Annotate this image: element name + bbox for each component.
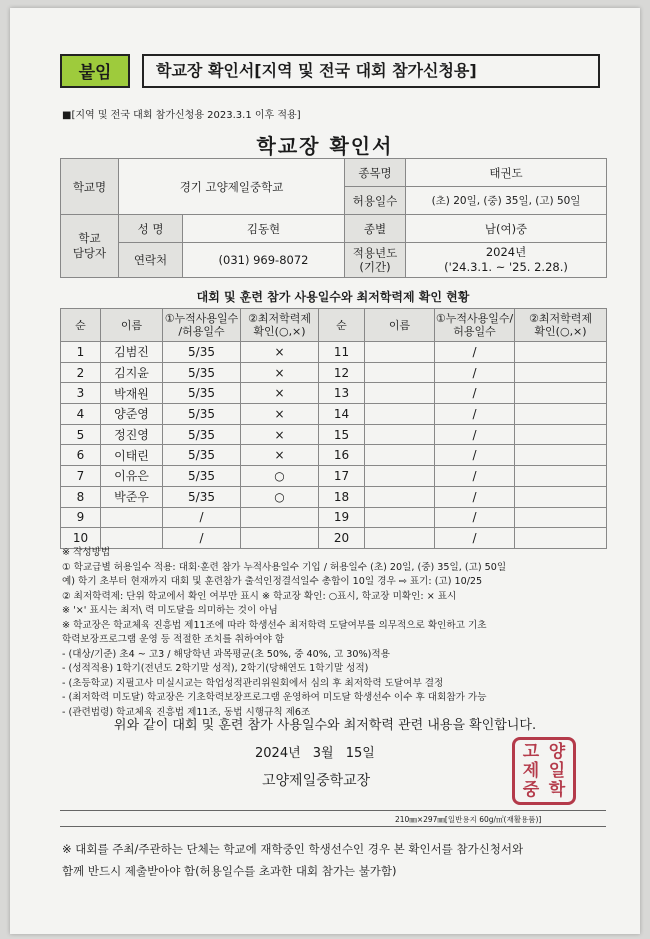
note-line: - (최저학력 미도달) 학교장은 기초학력보장프로그램 운영하여 미도달 학생선수 이수 후 대회참가 가능 (62, 692, 487, 703)
min-achievement-check (241, 507, 319, 528)
category-label: 종별 (345, 215, 406, 243)
attachment-badge: 붙임 (60, 54, 130, 88)
seal-char: 고 (522, 742, 540, 763)
cumulative-days: 5/35 (163, 445, 241, 466)
cumulative-days: / (163, 528, 241, 549)
row-no: 20 (319, 528, 365, 549)
allowed-days-label: 허용일수 (345, 187, 406, 215)
col-days-2: ①누적사용일수/ 허용일수 (435, 309, 515, 342)
table-row (61, 404, 607, 425)
col-name-2: 이름 (365, 309, 435, 342)
min-achievement-check: × (241, 362, 319, 383)
note-line: 예) 학기 초부터 현재까지 대회 및 훈련참가 출석인정결석일수 총합이 10일 경우 ⇨ 표기: (고) 10/25 (62, 576, 483, 587)
year-value: 2024년 (485, 245, 527, 259)
cumulative-days: / (435, 507, 515, 528)
min-achievement-check: × (241, 424, 319, 445)
student-name: 박재원 (101, 383, 163, 404)
student-name: 이태린 (101, 445, 163, 466)
row-no: 8 (61, 486, 101, 507)
min-achievement-check: × (241, 445, 319, 466)
row-no: 9 (61, 507, 101, 528)
min-achievement-check: ○ (241, 486, 319, 507)
cumulative-days: 5/35 (163, 466, 241, 487)
student-name (365, 383, 435, 404)
category-value: 남(여)중 (406, 215, 607, 243)
student-name: 이유은 (101, 466, 163, 487)
school-name-label: 학교명 (61, 159, 119, 215)
student-name (365, 424, 435, 445)
divider (60, 826, 606, 827)
table-header-row (61, 309, 607, 342)
manager-label: 학교 담당자 (61, 215, 119, 278)
note-line: - (초등학교) 지필고사 미실시교는 학업성적관리위원회에서 심의 후 최저학력 도달여부 결정 (62, 677, 444, 689)
seal-char: 학 (548, 779, 566, 800)
cumulative-days: / (435, 445, 515, 466)
min-achievement-check (515, 445, 607, 466)
seal-char: 일 (548, 760, 566, 781)
year-label: 적용년도 (기간) (345, 243, 406, 278)
min-achievement-check: × (241, 404, 319, 425)
period-value: ('24.3.1. ~ '25. 2.28.) (444, 260, 568, 274)
min-achievement-check: × (241, 342, 319, 363)
table-row (61, 486, 607, 507)
confirmation-statement: 위와 같이 대회 및 훈련 참가 사용일수와 최저학력 관련 내용을 확인합니다. (113, 718, 537, 733)
sport-label: 종목명 (345, 159, 406, 187)
note-line: ① 학교급별 허용일수 적용: 대회·훈련 참가 누적사용일수 기입 / 허용일수 (초) 20일, (중) 35일, (고) 50일 (62, 561, 507, 573)
cumulative-days: 5/35 (163, 362, 241, 383)
table-row (61, 424, 607, 445)
instructions (62, 546, 622, 720)
row-no: 12 (319, 362, 365, 383)
note-line: ② 최저학력제: 단위 학교에서 확인 여부만 표시 ※ 학교장 확인: ○표시, 학교장 미확인: × 표시 (62, 590, 457, 602)
seal-char: 양 (548, 742, 566, 763)
manager-name-value: 김동현 (183, 215, 345, 243)
table-row (61, 507, 607, 528)
signing-date: 2024년 3월 15일 (255, 746, 375, 761)
table-row (61, 362, 607, 383)
row-no: 15 (319, 424, 365, 445)
student-name: 박준우 (101, 486, 163, 507)
footer-line: ※ 대회를 주최/주관하는 단체는 학교에 재학중인 학생선수인 경우 본 확인서를 참가신청서와 (62, 842, 524, 856)
footer-line: 함께 반드시 제출받아야 함(허용일수를 초과한 대회 참가는 불가함) (62, 864, 397, 878)
cumulative-days: 5/35 (163, 486, 241, 507)
row-no: 17 (319, 466, 365, 487)
row-no: 5 (61, 424, 101, 445)
cumulative-days: 5/35 (163, 342, 241, 363)
student-name: 김지윤 (101, 362, 163, 383)
min-achievement-check (515, 486, 607, 507)
student-name (365, 507, 435, 528)
row-no: 1 (61, 342, 101, 363)
student-name (365, 342, 435, 363)
note-line: - (대상/기준) 초4 ~ 고3 / 해당학년 과목평균(초 50%, 중 40%, 고 30%)적용 (62, 648, 390, 660)
min-achievement-check (515, 342, 607, 363)
applicability-note: ■[지역 및 전국 대회 참가신청용 2023.3.1 이후 적용] (62, 110, 301, 121)
student-name (365, 404, 435, 425)
cumulative-days: / (435, 528, 515, 549)
seal-char: 제 (522, 760, 540, 781)
cumulative-days: / (435, 466, 515, 487)
cumulative-days: / (435, 424, 515, 445)
note-line: 학력보장프로그램 운영 등 적절한 조치를 취하여야 함 (62, 634, 285, 645)
note-line: - (성적적용) 1학기(전년도 2학기말 성적), 2학기(당해연도 1학기말 성적) (62, 663, 369, 674)
student-name (365, 362, 435, 383)
cumulative-days: 5/35 (163, 404, 241, 425)
note-line: - (관련법령) 학교체육 진흥법 제11조, 동법 시행규칙 제6조 (62, 706, 311, 718)
min-achievement-check: ○ (241, 466, 319, 487)
col-no-2: 순 (319, 309, 365, 342)
contact-value: (031) 969-8072 (183, 243, 345, 278)
footer-notice (62, 838, 622, 882)
row-no: 14 (319, 404, 365, 425)
row-no: 6 (61, 445, 101, 466)
attachment-title: 학교장 확인서[지역 및 전국 대회 참가신청용] (142, 54, 600, 88)
seal-char: 중 (522, 779, 540, 800)
student-name: 김범진 (101, 342, 163, 363)
student-name: 정진영 (101, 424, 163, 445)
min-achievement-check (515, 404, 607, 425)
sport-value: 태권도 (406, 159, 607, 187)
cumulative-days: / (435, 362, 515, 383)
row-no: 7 (61, 466, 101, 487)
note-line: ※ 학교장은 학교체육 진흥법 제11조에 따라 학생선수 최저학력 도달여부를 의무적으로 확인하고 기초 (62, 619, 487, 631)
official-seal (512, 737, 576, 805)
row-no: 18 (319, 486, 365, 507)
row-no: 3 (61, 383, 101, 404)
row-no: 2 (61, 362, 101, 383)
principal-signature: 고양제일중학교장 (262, 773, 371, 789)
col-check: ②최저학력제 확인(○,×) (241, 309, 319, 342)
school-name-value: 경기 고양제일중학교 (119, 159, 345, 215)
student-name: 양준영 (101, 404, 163, 425)
section-title: 대회 및 훈련 참가 사용일수와 최저학력제 확인 현황 (196, 290, 470, 304)
row-no: 13 (319, 383, 365, 404)
col-days: ①누적사용일수 /허용일수 (163, 309, 241, 342)
row-no: 10 (61, 528, 101, 549)
cumulative-days: 5/35 (163, 424, 241, 445)
school-info-table (60, 158, 607, 278)
contact-label: 연락처 (119, 243, 183, 278)
col-no: 순 (61, 309, 101, 342)
participation-table (60, 308, 607, 549)
col-check-2: ②최저학력제 확인(○,×) (515, 309, 607, 342)
table-row (61, 383, 607, 404)
divider (60, 810, 606, 811)
col-name: 이름 (101, 309, 163, 342)
note-line: ※ 작성방법 (62, 547, 111, 558)
min-achievement-check (515, 507, 607, 528)
student-name (365, 486, 435, 507)
row-no: 11 (319, 342, 365, 363)
min-achievement-check (515, 466, 607, 487)
year-cell (406, 243, 607, 278)
cumulative-days: / (435, 486, 515, 507)
row-no: 16 (319, 445, 365, 466)
document-title: 학교장 확인서 (256, 134, 394, 158)
cumulative-days: / (435, 404, 515, 425)
cumulative-days: 5/35 (163, 383, 241, 404)
row-no: 4 (61, 404, 101, 425)
manager-name-label: 성 명 (119, 215, 183, 243)
cumulative-days: / (435, 383, 515, 404)
allowed-days-value: (초) 20일, (중) 35일, (고) 50일 (406, 187, 607, 215)
student-name (365, 445, 435, 466)
min-achievement-check (515, 383, 607, 404)
min-achievement-check (515, 424, 607, 445)
student-name (365, 466, 435, 487)
student-name (101, 507, 163, 528)
row-no: 19 (319, 507, 365, 528)
table-row (61, 342, 607, 363)
table-row (61, 445, 607, 466)
min-achievement-check: × (241, 383, 319, 404)
cumulative-days: / (163, 507, 241, 528)
cumulative-days: / (435, 342, 515, 363)
table-row (61, 466, 607, 487)
note-line: ※ '×' 표시는 최저\ 력 미도달을 의미하는 것이 아님 (62, 605, 278, 616)
paper-spec: 210㎜×297㎜[일반용지 60g/㎡(재활용품)] (395, 815, 542, 824)
min-achievement-check (515, 362, 607, 383)
